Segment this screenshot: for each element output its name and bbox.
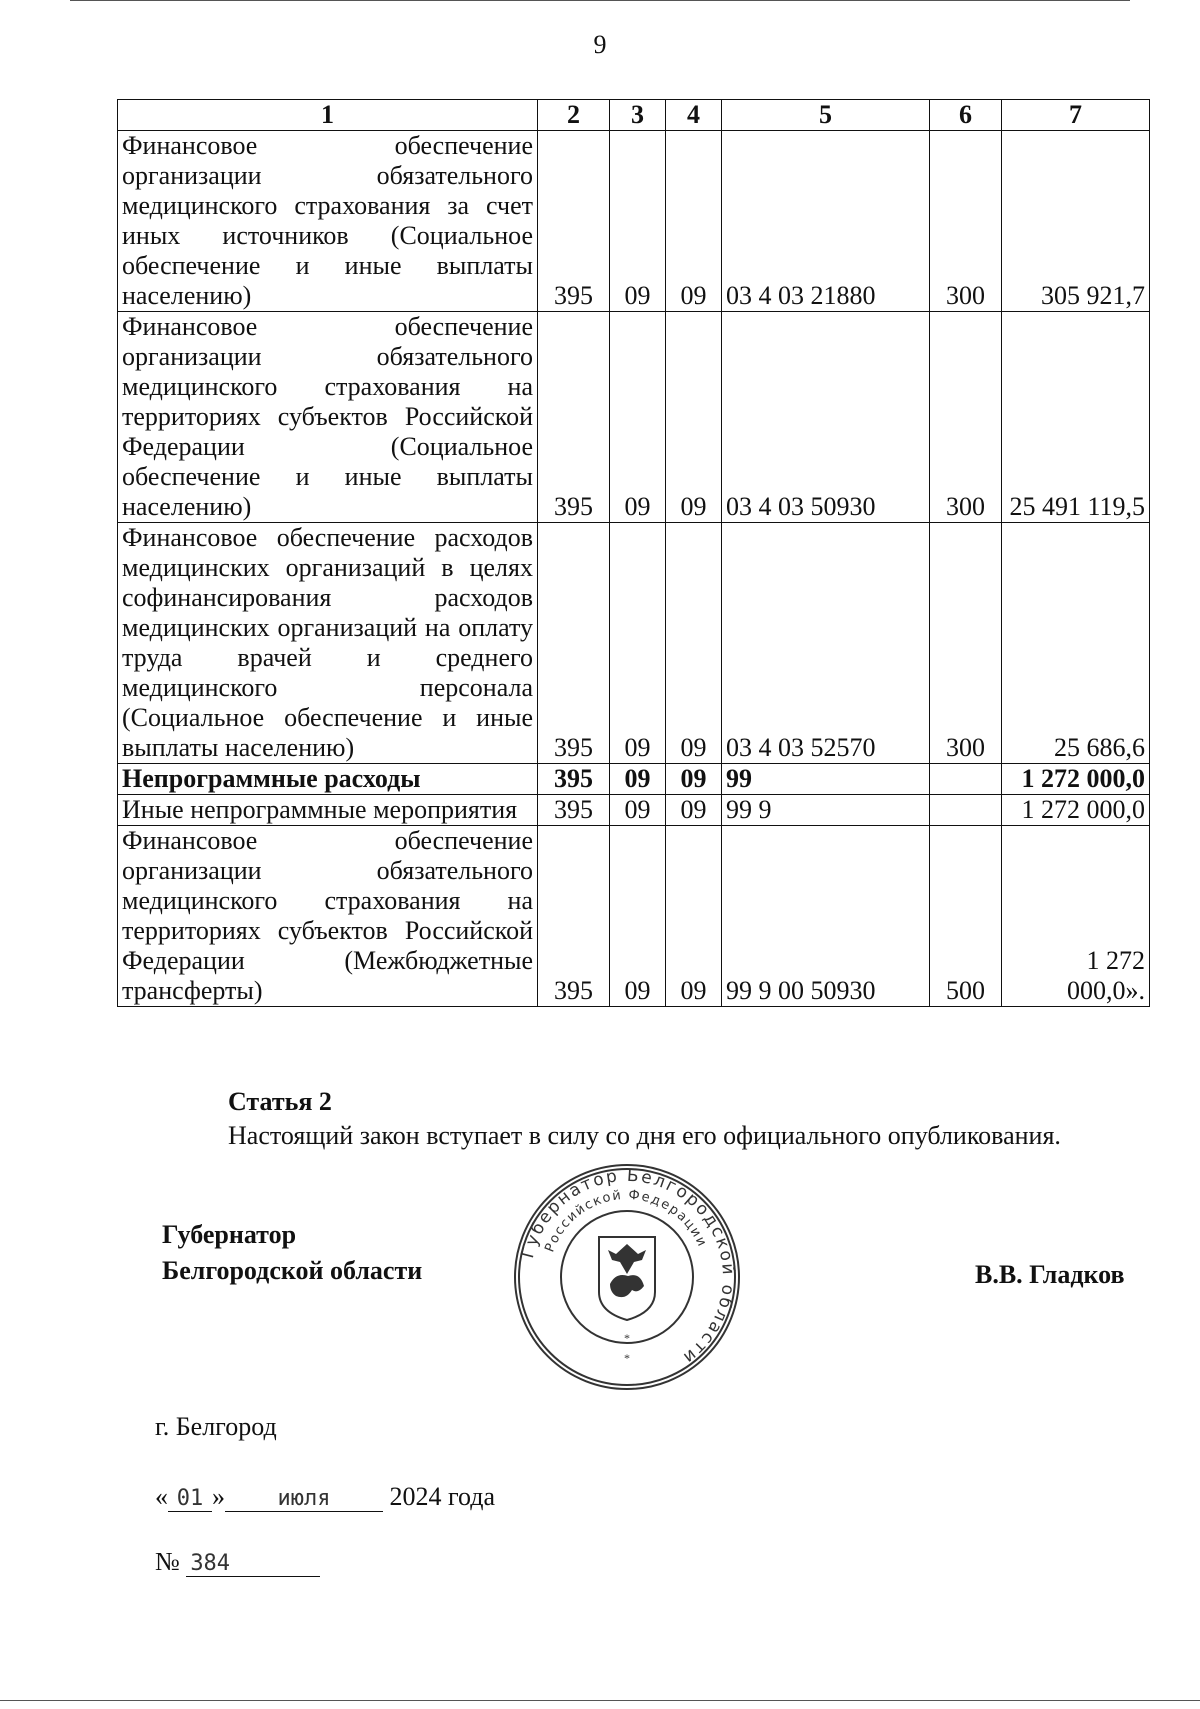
article-title: Статья 2 [228, 1087, 332, 1116]
row-description: Финансовое обеспечение организации обязательного медицинского страхования за счет иных источников (Социальное обеспечение и иные выплаты населению) [118, 131, 538, 312]
cell-expense-type [930, 795, 1002, 826]
table-row [118, 795, 1150, 826]
coat-of-arms-icon [599, 1237, 655, 1320]
budget-table [117, 99, 1150, 1007]
row-description: Финансовое обеспечение организации обязательного медицинского страхования на территориях субъектов Российской Федерации (Социальное обеспечение и иные выплаты населению) [118, 312, 538, 523]
column-header: 7 [1002, 100, 1150, 131]
article-section [228, 1085, 1061, 1153]
article-text: Настоящий закон вступает в силу со дня его официального опубликования. [228, 1121, 1061, 1150]
table-row [118, 826, 1150, 1007]
cell-ministry-code: 395 [538, 795, 610, 826]
cell-section: 09 [610, 312, 666, 523]
signatory-position [162, 1217, 422, 1289]
table-row [118, 523, 1150, 764]
seal-inner-text: Российской Федерации [542, 1187, 710, 1255]
cell-expense-type: 300 [930, 312, 1002, 523]
cell-subsection: 09 [666, 312, 722, 523]
cell-amount: 305 921,7 [1002, 131, 1150, 312]
date-open-quote: « [155, 1482, 168, 1511]
cell-section: 09 [610, 523, 666, 764]
cell-ministry-code: 395 [538, 826, 610, 1007]
cell-subsection: 09 [666, 795, 722, 826]
cell-expense-type: 300 [930, 131, 1002, 312]
row-description: Иные непрограммные мероприятия [118, 795, 538, 826]
column-header: 4 [666, 100, 722, 131]
cell-target-article: 03 4 03 21880 [722, 131, 930, 312]
cell-section: 09 [610, 764, 666, 795]
page-number: 9 [593, 30, 607, 59]
cell-subsection: 09 [666, 523, 722, 764]
cell-target-article: 03 4 03 50930 [722, 312, 930, 523]
table-row [118, 312, 1150, 523]
scan-edge-top [70, 0, 1130, 1]
column-header: 6 [930, 100, 1002, 131]
cell-amount: 1 272 000,0». [1002, 826, 1150, 1007]
scan-edge-bottom [0, 1700, 1200, 1701]
cell-amount: 1 272 000,0 [1002, 795, 1150, 826]
cell-section: 09 [610, 826, 666, 1007]
cell-amount: 25 686,6 [1002, 523, 1150, 764]
cell-expense-type: 300 [930, 523, 1002, 764]
cell-ministry-code: 395 [538, 131, 610, 312]
signatory-name: В.В. Гладков [975, 1260, 1125, 1289]
position-line: Белгородской области [162, 1256, 423, 1285]
signing-date [155, 1482, 495, 1512]
cell-amount: 25 491 119,5 [1002, 312, 1150, 523]
date-month: июля [225, 1486, 383, 1512]
cell-ministry-code: 395 [538, 523, 610, 764]
cell-subsection: 09 [666, 826, 722, 1007]
table-row-section-total [118, 764, 1150, 795]
svg-text:*: * [624, 1331, 630, 1345]
svg-text:*: * [624, 1351, 630, 1365]
table-row [118, 131, 1150, 312]
cell-target-article: 03 4 03 52570 [722, 523, 930, 764]
column-header: 5 [722, 100, 930, 131]
cell-ministry-code: 395 [538, 764, 610, 795]
law-number [155, 1547, 320, 1577]
place-of-signing: г. Белгород [155, 1412, 277, 1441]
date-year: 2024 года [389, 1482, 496, 1511]
cell-expense-type [930, 764, 1002, 795]
cell-expense-type: 500 [930, 826, 1002, 1007]
cell-target-article: 99 9 [722, 795, 930, 826]
cell-target-article: 99 9 00 50930 [722, 826, 930, 1007]
cell-subsection: 09 [666, 131, 722, 312]
cell-ministry-code: 395 [538, 312, 610, 523]
cell-target-article: 99 [722, 764, 930, 795]
row-description: Финансовое обеспечение расходов медицинских организаций в целях софинансирования расходов медицинских организаций на оплату труда врачей и среднего медицинского персонала (Социальное обеспечение и иные выплаты населению) [118, 523, 538, 764]
cell-subsection: 09 [666, 764, 722, 795]
column-header: 2 [538, 100, 610, 131]
seal-outer-text: Губернатор Белгородской области [517, 1165, 739, 1369]
official-seal-icon [512, 1162, 742, 1392]
cell-section: 09 [610, 795, 666, 826]
row-description: Финансовое обеспечение организации обязательного медицинского страхования на территориях субъектов Российской Федерации (Межбюджетные трансферты) [118, 826, 538, 1007]
date-close-quote: » [212, 1482, 225, 1511]
table-header-row [118, 100, 1150, 131]
number-prefix: № [155, 1547, 180, 1576]
date-day: 01 [168, 1486, 212, 1512]
column-header: 1 [118, 100, 538, 131]
cell-section: 09 [610, 131, 666, 312]
column-header: 3 [610, 100, 666, 131]
row-description: Непрограммные расходы [118, 764, 538, 795]
cell-amount: 1 272 000,0 [1002, 764, 1150, 795]
number-value: 384 [186, 1551, 320, 1577]
position-line: Губернатор [162, 1220, 297, 1249]
